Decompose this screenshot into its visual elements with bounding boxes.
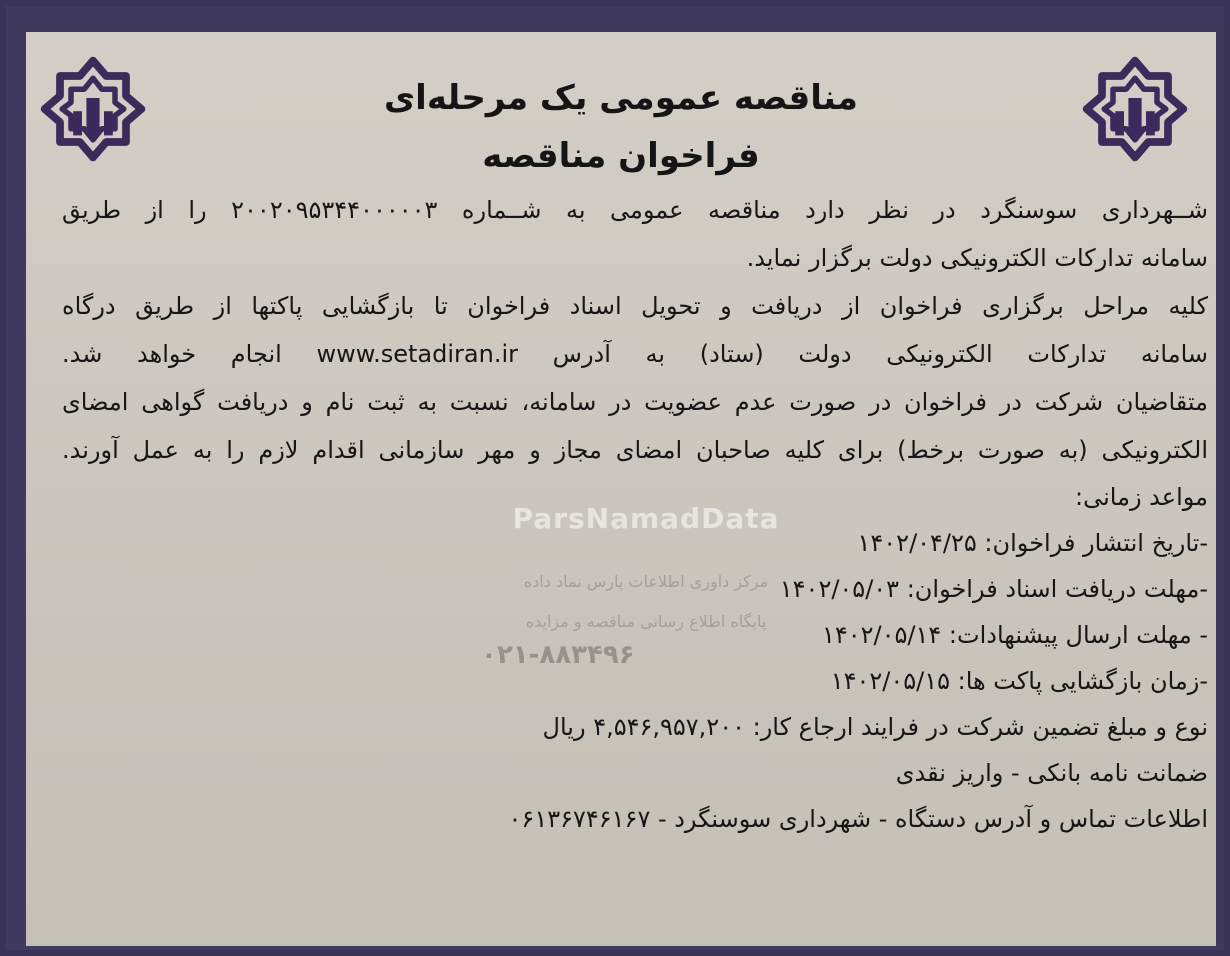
schedule-offers-deadline: - مهلت ارسال پیشنهادات: ۱۴۰۲/۰۵/۱۴ <box>821 621 1208 649</box>
contact-info: اطلاعات تماس و آدرس دستگاه - شهرداری سوسنگرد - ۰۶۱۳۶۷۴۶۱۶۷ <box>508 805 1208 833</box>
paragraph-1-line-1: شــهرداری سوسنگرد در نظر دارد مناقصه عمومی به شــماره ۲۰۰۲۰۹۵۳۴۴۰۰۰۰۰۳ را از طریق <box>62 196 1208 224</box>
paragraph-2-line-1: کلیه مراحل برگزاری فراخوان از دریافت و تحویل اسناد فراخوان تا بازگشایی پاکتها از طریق درگاه <box>62 292 1208 320</box>
watermark-brand: ParsNamadData <box>512 502 780 535</box>
watermark-phone: ۰۲۱-۸۸۳۴۹۶ <box>481 640 635 670</box>
schedule-publish-date: -تاریخ انتشار فراخوان: ۱۴۰۲/۰۴/۲۵ <box>857 529 1208 557</box>
schedule-docs-deadline: -مهلت دریافت اسناد فراخوان: ۱۴۰۲/۰۵/۰۳ <box>779 575 1208 603</box>
guarantee-type: ضمانت نامه بانکی - واریز نقدی <box>895 759 1208 787</box>
ad-frame <box>6 6 1224 950</box>
paragraph-3-line-1: متقاضیان شرکت در فراخوان در صورت عدم عضویت در سامانه، نسبت به ثبت نام و دریافت گواهی امضای <box>62 388 1208 416</box>
schedule-heading: مواعد زمانی: <box>1075 483 1208 511</box>
paragraph-1-line-2: سامانه تدارکات الکترونیکی دولت برگزار نماید. <box>746 244 1208 272</box>
ad-title: مناقصه عمومی یک مرحله‌ای <box>384 78 858 118</box>
watermark-line-1: مرکز داوری اطلاعات پارس نماد داده <box>523 572 769 591</box>
ad-subtitle: فراخوان مناقصه <box>482 136 760 176</box>
schedule-opening-date: -زمان بازگشایی پاکت ها: ۱۴۰۲/۰۵/۱۵ <box>830 667 1208 695</box>
guarantee-amount: نوع و مبلغ تضمین شرکت در فرایند ارجاع کار: ۴,۵۴۶,۹۵۷,۲۰۰ ریال <box>542 713 1208 741</box>
ad-body <box>62 186 1208 842</box>
watermark-line-2: پایگاه اطلاع رسانی مناقصه و مزایده <box>525 612 767 631</box>
ad-paper <box>26 32 1216 946</box>
paragraph-3-line-2: الکترونیکی (به صورت برخط) برای کلیه صاحبان امضای مجاز و مهر سازمانی اقدام لازم را به عمل آورند. <box>62 436 1208 464</box>
paragraph-2-line-2: سامانه تدارکات الکترونیکی دولت (ستاد) به آدرس www.setadiran.ir انجام خواهد شد. <box>62 340 1209 368</box>
